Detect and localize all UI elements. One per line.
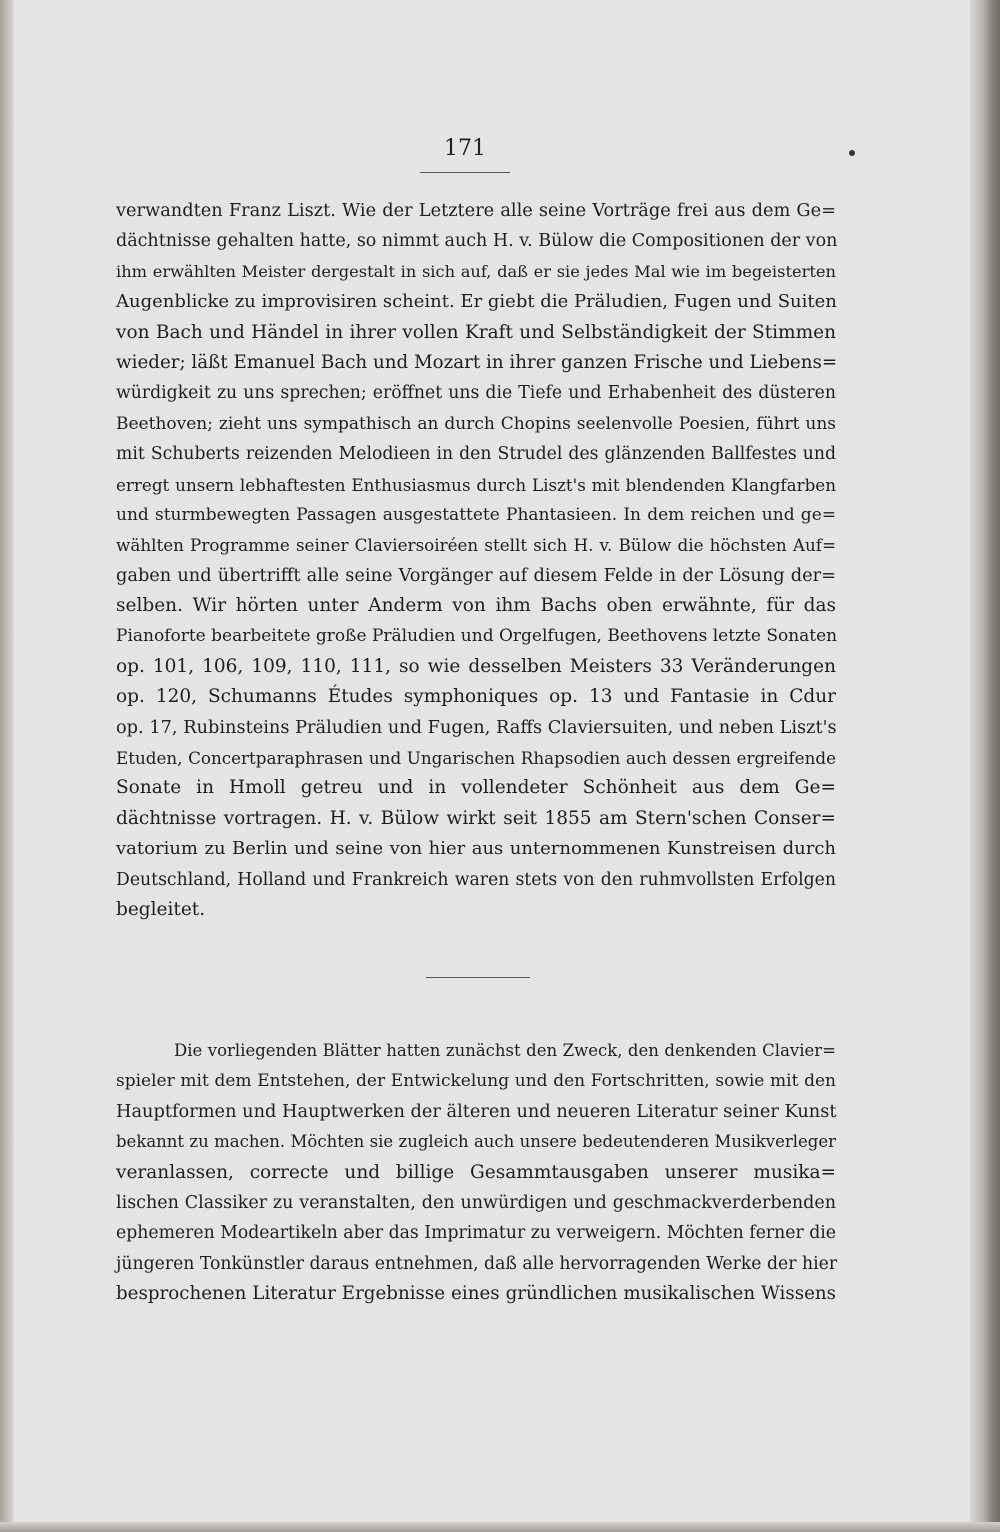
text-line: dächtnisse vortragen. H. v. Bülow wirkt seit 1855 am Stern'schen Conser= — [116, 807, 836, 829]
text-line: Augenblicke zu improvisiren scheint. Er giebt die Präludien, Fugen und Suiten — [116, 291, 837, 313]
body-text-section-2 — [116, 1036, 836, 1310]
page-number: 171 — [444, 136, 486, 161]
text-line: begleitet. — [116, 898, 206, 920]
text-line: spieler mit dem Entstehen, der Entwickelung und den Fortschritten, sowie mit den — [116, 1071, 836, 1092]
page-bottom-edge — [0, 1522, 1000, 1532]
section-divider — [426, 977, 530, 978]
text-line: ephemeren Modeartikeln aber das Imprimatur zu verweigern. Möchten ferner die — [116, 1223, 836, 1244]
text-line: lischen Classiker zu veranstalten, den unwürdigen und geschmackverderbenden — [116, 1192, 836, 1213]
text-line: gaben und übertrifft alle seine Vorgänger auf diesem Felde in der Lösung der= — [116, 565, 836, 586]
text-line: ihm erwählten Meister dergestalt in sich auf, daß er sie jedes Mal wie im begeisterten — [116, 261, 836, 281]
text-line: dächtnisse gehalten hatte, so nimmt auch H. v. Bülow die Compositionen der von — [116, 231, 838, 252]
text-line: op. 17, Rubinsteins Präludien und Fugen, Raffs Claviersuiten, und neben Liszt's — [116, 717, 837, 738]
text-line: veranlassen, correcte und billige Gesammtausgaben unserer musika= — [116, 1161, 836, 1183]
text-line: mit Schuberts reizenden Melodieen in den Strudel des glänzenden Ballfestes und — [116, 444, 836, 465]
text-line: Die vorliegenden Blätter hatten zunächst den Zweck, den denkenden Clavier= — [174, 1041, 836, 1060]
ink-speck — [849, 150, 855, 156]
text-line: Sonate in Hmoll getreu und in vollendeter Schönheit aus dem Ge= — [116, 777, 836, 799]
text-line: würdigkeit zu uns sprechen; eröffnet uns die Tiefe und Erhabenheit des düsteren — [116, 383, 836, 404]
text-line: Beethoven; zieht uns sympathisch an durch Chopins seelenvolle Poesien, führt uns — [116, 413, 836, 434]
text-line: erregt unsern lebhaftesten Enthusiasmus durch Liszt's mit blendenden Klangfarben — [116, 474, 836, 495]
text-line: selben. Wir hörten unter Anderm von ihm Bachs oben erwähnte, für das — [116, 595, 836, 617]
text-line: Hauptformen und Hauptwerken der älteren und neueren Literatur seiner Kunst — [116, 1101, 837, 1122]
body-text-section-1 — [116, 196, 836, 925]
text-line: von Bach und Händel in ihrer vollen Kraft und Selbständigkeit der Stimmen — [116, 321, 836, 343]
binding-shadow — [0, 0, 14, 1532]
header-rule — [420, 172, 510, 173]
text-line: Etuden, Concertparaphrasen und Ungarischen Rhapsodien auch dessen ergreifende — [116, 748, 836, 769]
text-line: wählten Programme seiner Claviersoiréen stellt sich H. v. Bülow die höchsten Auf= — [116, 535, 836, 556]
text-line: jüngeren Tonkünstler daraus entnehmen, daß alle hervorragenden Werke der hier — [116, 1253, 838, 1274]
text-line: op. 120, Schumanns Études symphoniques op. 13 und Fantasie in Cdur — [116, 686, 836, 708]
text-line: op. 101, 106, 109, 110, 111, so wie desselben Meisters 33 Veränderungen — [116, 655, 836, 677]
text-line: Pianoforte bearbeitete große Präludien und Orgelfugen, Beethovens letzte Sonaten — [116, 626, 838, 647]
text-line: Deutschland, Holland und Frankreich waren stets von den ruhmvollsten Erfolgen — [116, 869, 836, 890]
text-line: vatorium zu Berlin und seine von hier aus unternommenen Kunstreisen durch — [116, 838, 836, 860]
text-line: verwandten Franz Liszt. Wie der Letztere alle seine Vorträge frei aus dem Ge= — [116, 201, 836, 221]
text-line: besprochenen Literatur Ergebnisse eines gründlichen musikalischen Wissens — [116, 1283, 836, 1305]
text-line: bekannt zu machen. Möchten sie zugleich auch unsere bedeutenderen Musikverleger — [116, 1132, 836, 1152]
page-edge — [970, 0, 1000, 1532]
text-line: wieder; läßt Emanuel Bach und Mozart in ihrer ganzen Frische und Liebens= — [116, 351, 838, 373]
text-line: und sturmbewegten Passagen ausgestattete Phantasieen. In dem reichen und ge= — [116, 504, 836, 525]
